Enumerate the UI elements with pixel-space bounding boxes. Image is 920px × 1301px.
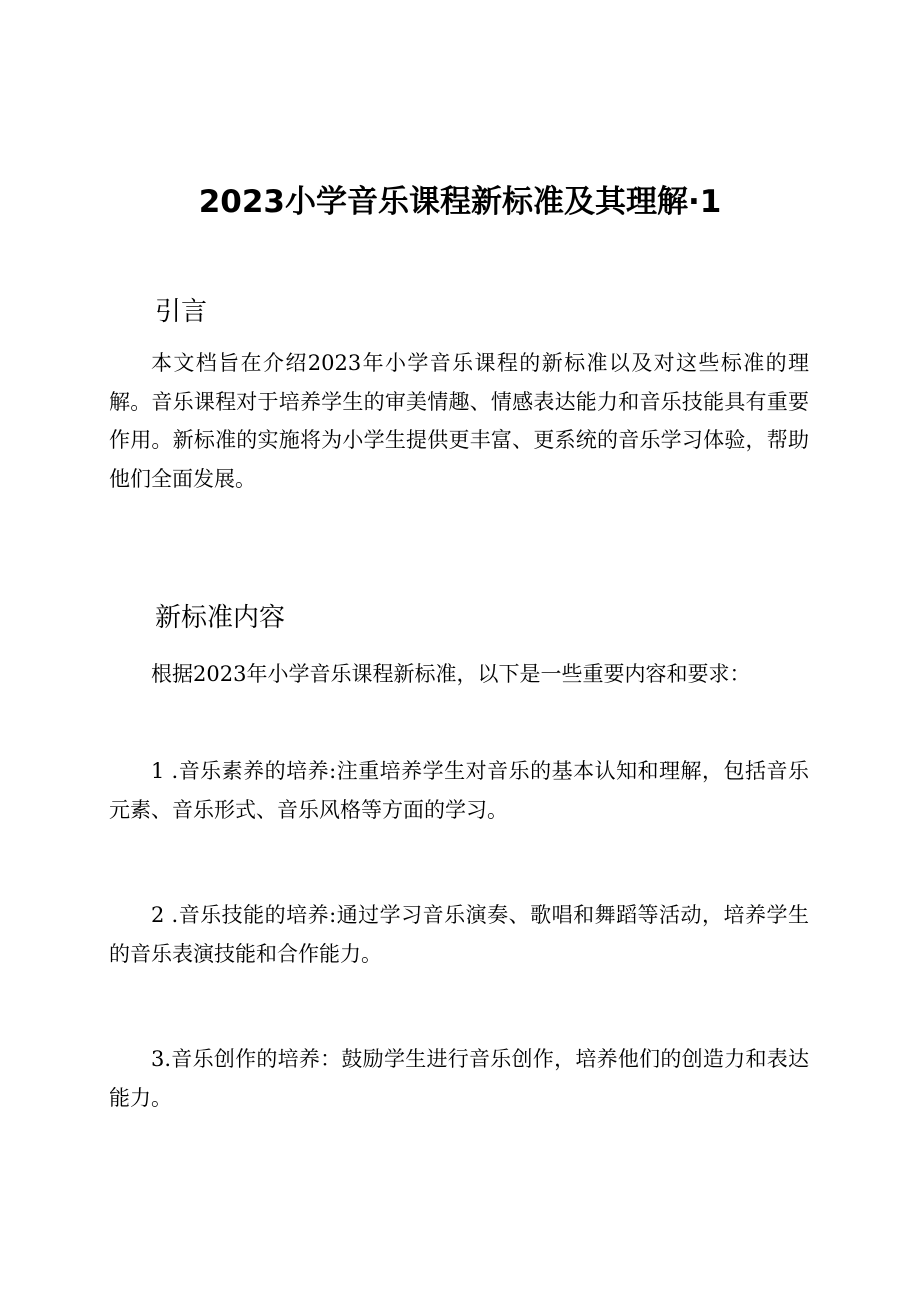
section-heading-new-standard: 新标准内容 [155,603,286,633]
document-title: 2023小学音乐课程新标准及其理解·1 [198,184,722,220]
new-standard-lead-paragraph: 根据2023年小学音乐课程新标准，以下是一些重要内容和要求： [151,662,751,686]
list-item-music-skills: 2 .音乐技能的培养:通过学习音乐演奏、歌唱和舞蹈等活动，培养学生的音乐表演技能和合作能力。 [109,903,809,966]
list-item-music-literacy: 1 .音乐素养的培养:注重培养学生对音乐的基本认知和理解，包括音乐元素、音乐形式、音乐风格等方面的学习。 [109,759,809,822]
intro-paragraph: 本文档旨在介绍2023年小学音乐课程的新标准以及对这些标准的理解。音乐课程对于培养学生的审美情趣、情感表达能力和音乐技能具有重要作用。新标准的实施将为小学生提供更丰富、更系统的音乐学习体验，帮助他们全面发展。 [109,351,809,491]
section-heading-intro: 引言 [155,297,208,327]
list-item-music-creation: 3.音乐创作的培养：鼓励学生进行音乐创作，培养他们的创造力和表达能力。 [109,1047,809,1110]
